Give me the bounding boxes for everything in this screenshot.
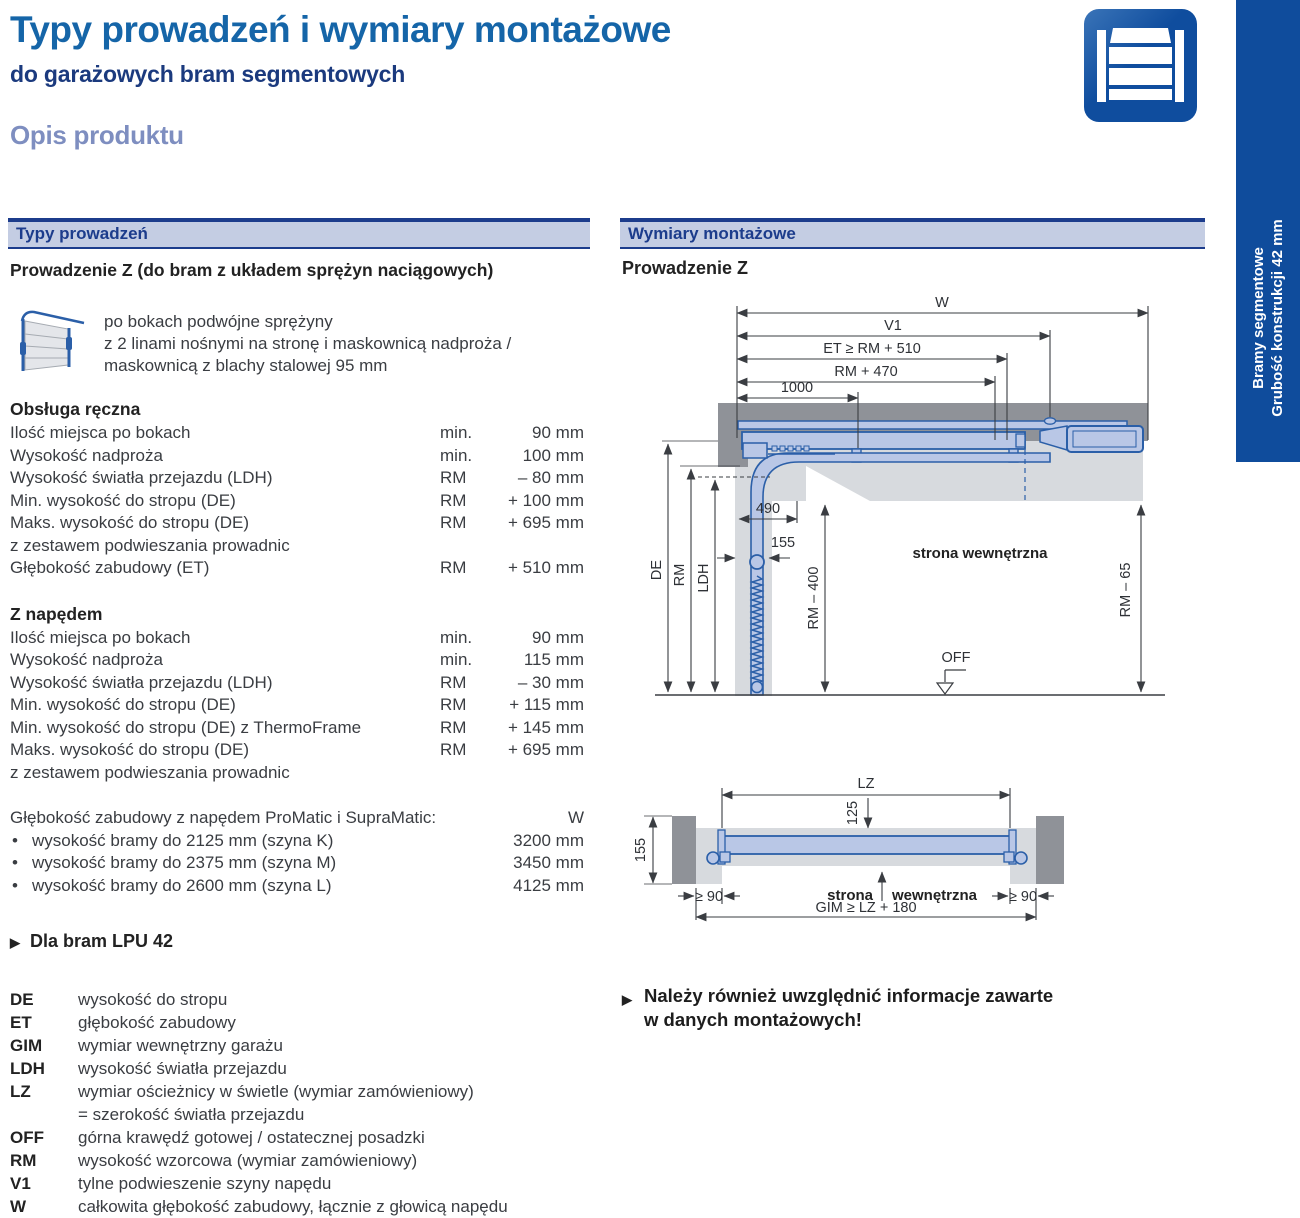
inner-side-label-left: strona — [827, 887, 873, 904]
list-item: • wysokość bramy do 2125 mm (szyna K) 3200 mm — [12, 830, 584, 850]
legend-row: ET głębokość zabudowy — [10, 1013, 236, 1032]
off-label: OFF — [941, 650, 971, 666]
intro-line: z 2 linami nośnymi na stronę i maskownicą nadproża / — [104, 334, 512, 353]
montage-note — [622, 984, 1053, 1032]
page-header — [10, 10, 1060, 151]
legend-row: LZ wymiar ościeżnicy w świetle (wymiar zamówieniowy) — [10, 1082, 474, 1101]
dim-label-125: 125 — [845, 800, 861, 826]
left-column — [8, 218, 590, 1218]
side-section-diagram — [620, 290, 1200, 702]
dim-label-et: ET ≥ RM + 510 — [823, 341, 921, 357]
lpu-text: Dla bram LPU 42 — [30, 931, 174, 951]
off-level-symbol — [937, 670, 966, 694]
edge-tab — [1236, 0, 1300, 462]
dim-label-1000: 1000 — [780, 380, 814, 396]
legend-row: LDH wysokość światła przejazdu — [10, 1059, 287, 1078]
legend — [8, 988, 590, 1218]
dim-label-rm470: RM + 470 — [834, 364, 898, 380]
dim-label-lz: LZ — [857, 776, 875, 792]
dim-label-ge90-left: ≥ 90 — [694, 889, 724, 905]
lpu-note — [10, 931, 590, 952]
note-line: w danych montażowych! — [644, 1009, 862, 1030]
edge-tab-line2: Grubość konstrukcji 42 mm — [1269, 219, 1286, 417]
left-heading: Prowadzenie Z (do bram z układem sprężyn naciągowych) — [10, 260, 494, 280]
drive-title: Z napędem — [10, 603, 103, 624]
intro-line: po bokach podwójne sprężyny — [104, 312, 333, 331]
table-row: Wysokość światła przejazdu (LDH) RM – 80 mm — [10, 468, 584, 487]
dim-label-rm65: RM – 65 — [1118, 562, 1134, 618]
table-row: Wysokość światła przejazdu (LDH) RM – 30 mm — [10, 672, 584, 692]
legend-row: OFF górna krawędź gotowej / ostatecznej posadzki — [10, 1128, 425, 1147]
intro-text — [104, 307, 511, 377]
montage-note-text — [644, 984, 1053, 1032]
table-row: Głębokość zabudowy (ET) RM + 510 mm — [10, 558, 584, 577]
legend-row: V1 tylne podwieszenie szyny napędu — [10, 1174, 332, 1193]
legend-row-continuation: = szerokość światła przejazdu — [78, 1105, 305, 1124]
door-track-icon — [10, 307, 92, 377]
dim-label-de: DE — [649, 559, 665, 581]
legend-row: W całkowita głębokość zabudowy, łącznie z głowicą napędu — [10, 1197, 508, 1216]
depth-intro-row: Głębokość zabudowy z napędem ProMatic i SupraMatic: W — [10, 808, 584, 827]
table-row: Min. wysokość do stropu (DE) z ThermoFrame RM + 145 mm — [10, 717, 584, 737]
section-bar-left: Typy prowadzeń — [8, 218, 590, 249]
dim-label-ge90-right: ≥ 90 — [1008, 889, 1038, 905]
intro-line: maskownicą z blachy stalowej 95 mm — [104, 356, 388, 375]
edge-tab-text — [1249, 219, 1287, 417]
table-row: Min. wysokość do stropu (DE) RM + 115 mm — [10, 695, 584, 714]
section-bar-right: Wymiary montażowe — [620, 218, 1205, 249]
dim-label-155: 155 — [770, 535, 796, 551]
right-column — [620, 218, 1205, 1118]
dim-label-rm: RM — [672, 563, 688, 587]
edge-tab-line1: Bramy segmentowe — [1250, 247, 1267, 389]
dim-label-155-plan: 155 — [633, 837, 649, 863]
legend-row: RM wysokość wzorcowa (wymiar zamówieniowy) — [10, 1151, 418, 1170]
sectional-door-icon — [1083, 8, 1198, 123]
legend-row: DE wysokość do stropu — [10, 990, 228, 1009]
triangle-bullet-icon: ▶ — [622, 992, 632, 1007]
table-row: Ilość miejsca po bokach min. 90 mm — [10, 627, 584, 647]
table-row: Maks. wysokość do stropu (DE) RM + 695 mm — [10, 513, 584, 532]
dim-label-490: 490 — [755, 501, 781, 517]
table-row: Ilość miejsca po bokach min. 90 mm — [10, 423, 584, 442]
table-row: Wysokość nadproża min. 115 mm — [10, 650, 584, 669]
manual-title: Obsługa ręczna — [10, 399, 141, 419]
plan-section-diagram — [630, 770, 1190, 938]
table-row: Maks. wysokość do stropu (DE) RM + 695 mm — [10, 740, 584, 759]
intro-block — [10, 307, 590, 377]
section-title: Opis produktu — [10, 119, 184, 150]
dim-label-gim: GIM ≥ LZ + 180 — [815, 900, 917, 916]
inner-side-label-right: wewnętrzna — [892, 887, 978, 904]
triangle-bullet-icon: ▶ — [10, 935, 20, 950]
note-line: Należy również uwzględnić informacje zawarte — [644, 985, 1054, 1006]
page-title: Typy prowadzeń i wymiary montażowe — [10, 9, 671, 50]
dim-label-v1: V1 — [884, 318, 902, 334]
table-row: Min. wysokość do stropu (DE) RM + 100 mm — [10, 490, 584, 510]
dim-label-w: W — [935, 295, 949, 311]
page-subtitle: do garażowych bram segmentowych — [10, 60, 406, 87]
table-row-continuation: z zestawem podwieszania prowadnic — [10, 535, 290, 555]
dim-label-ldh: LDH — [696, 563, 712, 593]
inner-side-label: strona wewnętrzna — [912, 545, 1048, 562]
list-item: • wysokość bramy do 2375 mm (szyna M) 3450 mm — [12, 853, 584, 872]
depth-block — [8, 807, 590, 897]
legend-row: GIM wymiar wewnętrzny garażu — [10, 1036, 284, 1055]
table-row-continuation: z zestawem podwieszania prowadnic — [10, 762, 290, 782]
dim-label-rm400: RM – 400 — [806, 566, 822, 630]
list-item: • wysokość bramy do 2600 mm (szyna L) 4125 mm — [12, 875, 584, 895]
right-heading: Prowadzenie Z — [622, 258, 749, 278]
table-row: Wysokość nadproża min. 100 mm — [10, 445, 584, 465]
